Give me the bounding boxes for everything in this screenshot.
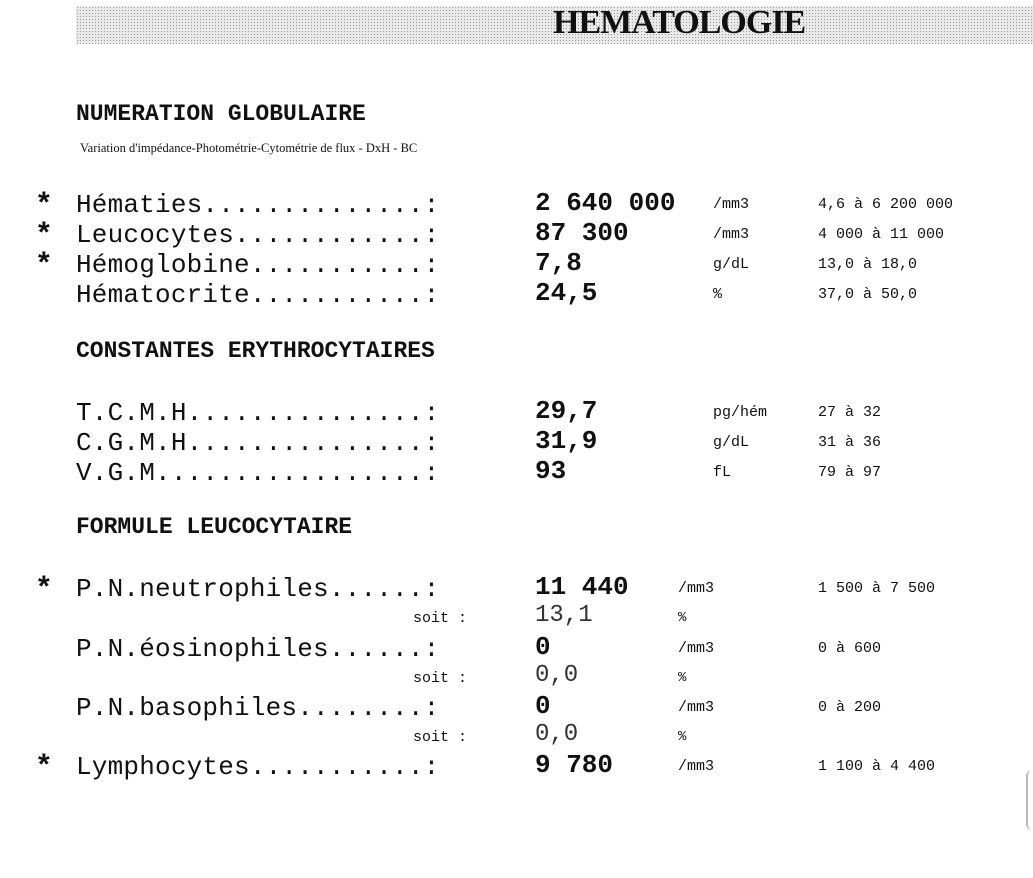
reference-range: 4 000 à 11 000 — [818, 226, 945, 243]
reference-range: 27 à 32 — [818, 404, 882, 421]
result-row-cgmh — [0, 428, 1033, 458]
result-row-neutrophiles — [0, 570, 1033, 604]
percent-value: 13,1 — [535, 602, 593, 629]
abnormal-flag: * — [38, 246, 50, 279]
test-value: 2 640 000 — [535, 188, 676, 218]
soit-label: soit : — [413, 729, 468, 746]
test-unit: % — [713, 286, 723, 303]
percent-unit: % — [678, 670, 687, 686]
test-name: V.G.M.................: — [76, 458, 440, 488]
test-name: Lymphocytes...........: — [76, 752, 440, 782]
abnormal-flag: * — [38, 570, 50, 603]
test-value: 24,5 — [535, 278, 598, 308]
test-value: 7,8 — [535, 248, 582, 278]
result-row-hematocrite — [0, 280, 1033, 310]
reference-range: 31 à 36 — [818, 434, 882, 451]
reference-range: 79 à 97 — [818, 464, 882, 481]
reference-range: 0 à 200 — [818, 699, 882, 716]
test-unit: g/dL — [713, 434, 750, 451]
section-heading-constantes: CONSTANTES ERYTHROCYTAIRES — [76, 338, 435, 364]
test-unit: fL — [713, 464, 732, 481]
section-heading-formule: FORMULE LEUCOCYTAIRE — [76, 514, 353, 540]
result-row-basophiles — [0, 693, 1033, 723]
percent-value: 0,0 — [535, 662, 579, 689]
test-unit: g/dL — [713, 256, 750, 273]
test-name: Leucocytes............: — [76, 220, 440, 250]
soit-label: soit : — [413, 610, 468, 627]
percent-unit: % — [678, 729, 687, 745]
test-value: 87 300 — [535, 218, 629, 248]
soit-label: soit : — [413, 670, 468, 687]
page-edge-mark — [1026, 770, 1033, 830]
result-row-tcmh — [0, 398, 1033, 428]
test-value: 0 — [535, 632, 551, 662]
reference-range: 37,0 à 50,0 — [818, 286, 918, 303]
result-row-hemoglobine — [0, 246, 1033, 280]
reference-range: 0 à 600 — [818, 640, 882, 657]
test-value: 31,9 — [535, 426, 598, 456]
percent-value: 0,0 — [535, 721, 579, 748]
result-row-hematies — [0, 186, 1033, 220]
page-title: HEMATOLOGIE — [553, 4, 806, 41]
method-note: Variation d'impédance-Photométrie-Cytométrie de flux - DxH - BC — [80, 141, 418, 155]
test-name: Hémoglobine...........: — [76, 250, 440, 280]
test-unit: /mm3 — [678, 640, 715, 657]
test-unit: /mm3 — [713, 196, 750, 213]
result-row-eosinophiles — [0, 634, 1033, 664]
test-value: 11 440 — [535, 572, 629, 602]
test-name: Hématocrite...........: — [76, 280, 440, 310]
test-name: C.G.M.H...............: — [76, 428, 440, 458]
percent-row-neutrophiles — [0, 602, 1033, 632]
reference-range: 4,6 à 6 200 000 — [818, 196, 954, 213]
test-value: 29,7 — [535, 396, 598, 426]
test-name: T.C.M.H...............: — [76, 398, 440, 428]
abnormal-flag: * — [38, 186, 50, 219]
test-name: P.N.éosinophiles......: — [76, 634, 440, 664]
test-name: P.N.neutrophiles......: — [76, 574, 440, 604]
abnormal-flag: * — [38, 748, 50, 781]
test-unit: /mm3 — [678, 699, 715, 716]
test-name: Hématies..............: — [76, 190, 440, 220]
result-row-vgm — [0, 458, 1033, 488]
test-unit: pg/hém — [713, 404, 768, 421]
reference-range: 13,0 à 18,0 — [818, 256, 918, 273]
test-value: 0 — [535, 691, 551, 721]
test-unit: /mm3 — [678, 580, 715, 597]
result-row-lymphocytes — [0, 748, 1033, 782]
abnormal-flag: * — [38, 216, 50, 249]
test-value: 93 — [535, 456, 567, 486]
reference-range: 1 500 à 7 500 — [818, 580, 936, 597]
percent-row-basophiles — [0, 721, 1033, 751]
test-value: 9 780 — [535, 750, 614, 780]
reference-range: 1 100 à 4 400 — [818, 758, 936, 775]
result-row-leucocytes — [0, 216, 1033, 250]
test-name: P.N.basophiles........: — [76, 693, 440, 723]
test-unit: /mm3 — [678, 758, 715, 775]
percent-row-eosinophiles — [0, 662, 1033, 692]
test-unit: /mm3 — [713, 226, 750, 243]
percent-unit: % — [678, 610, 687, 626]
section-heading-numeration: NUMERATION GLOBULAIRE — [76, 101, 366, 127]
